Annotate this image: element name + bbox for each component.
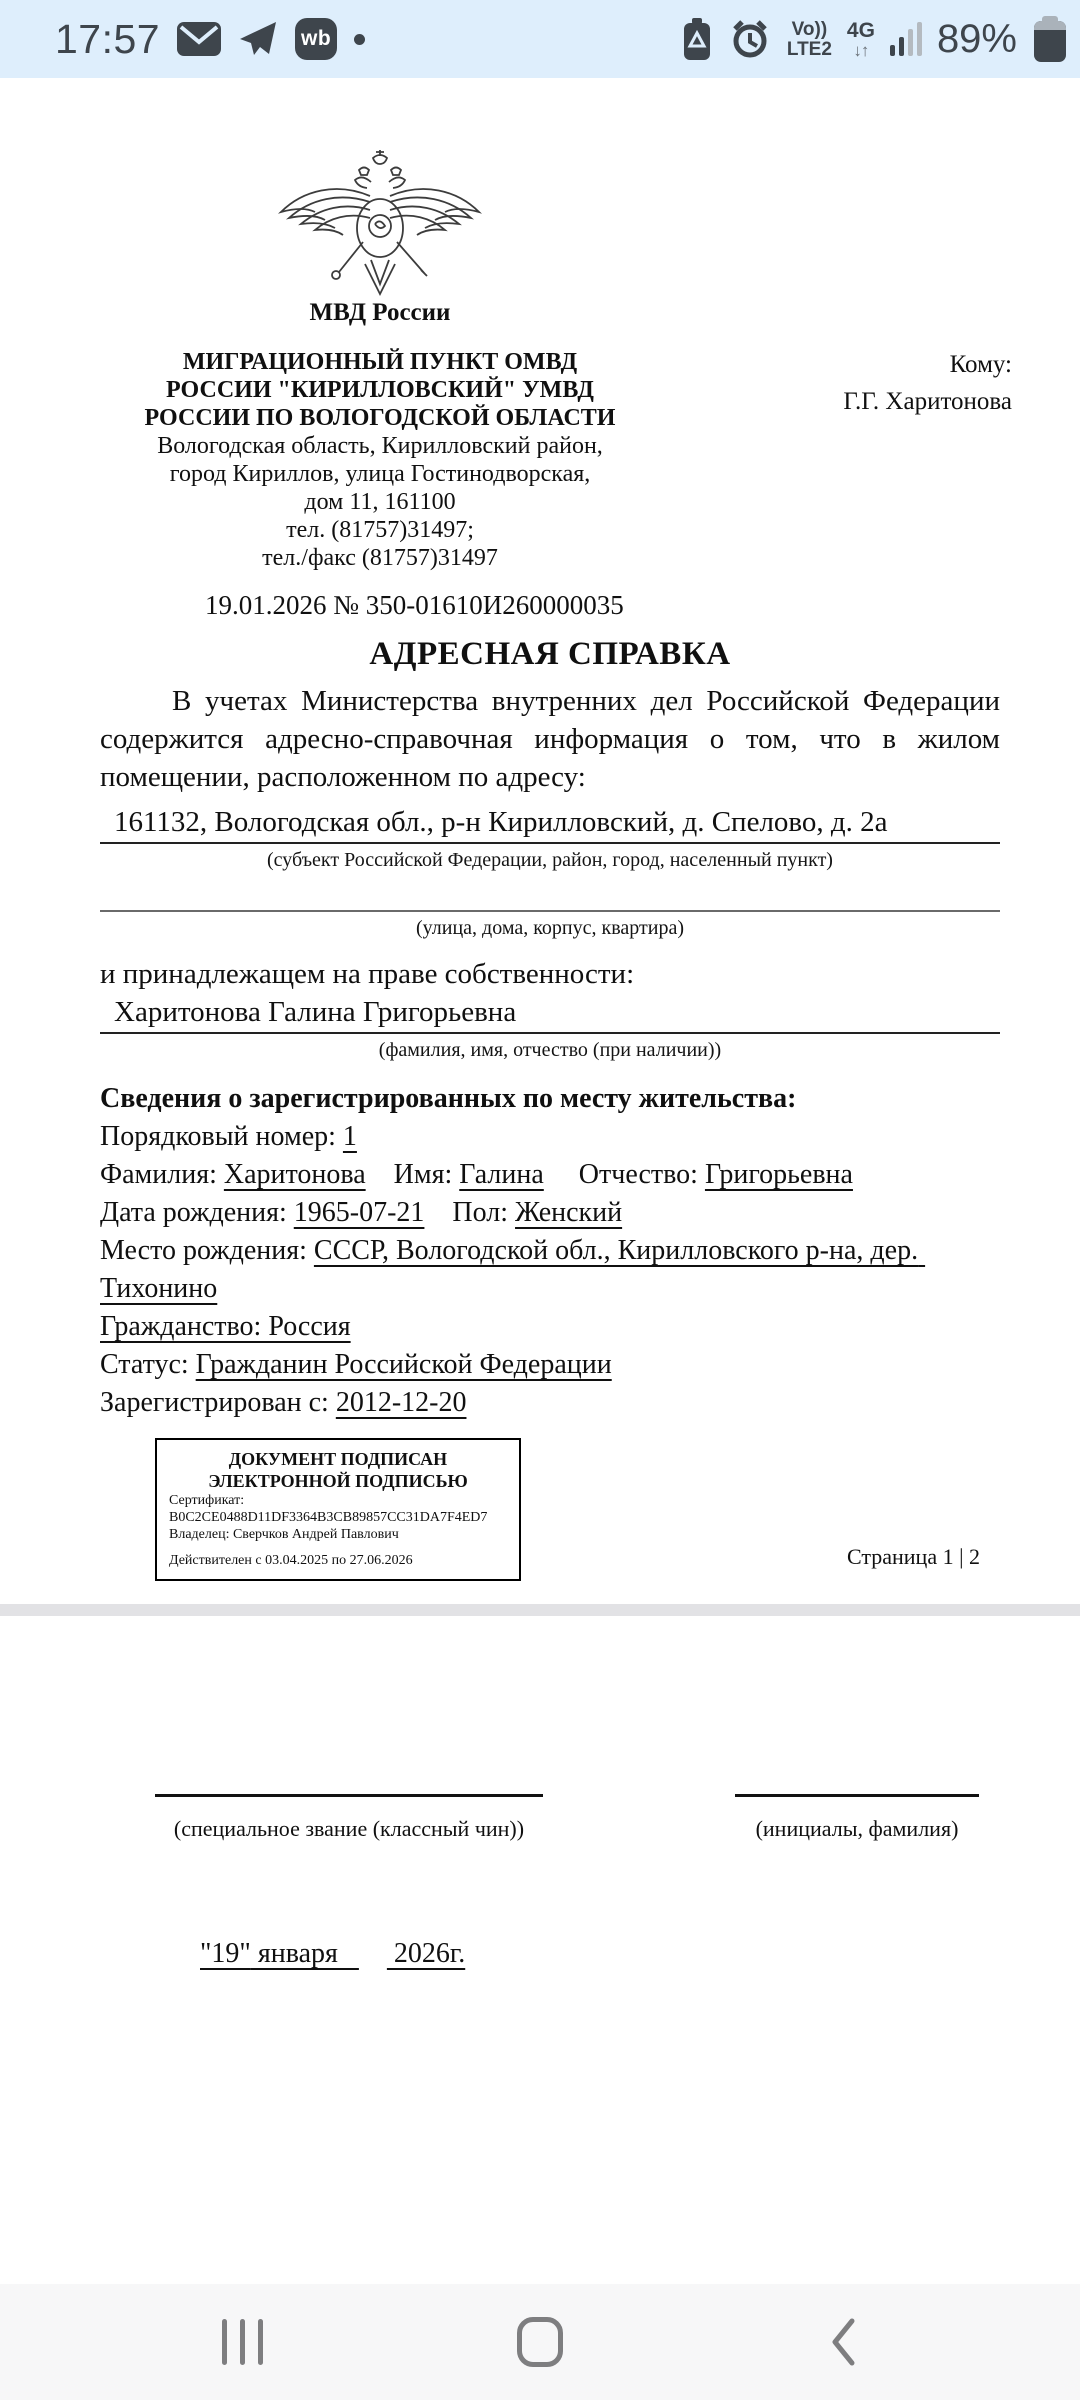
address-caption: (субъект Российской Федерации, район, город, населенный пункт) — [267, 849, 833, 871]
org-name: МИГРАЦИОННЫЙ ПУНКТ ОМВД РОССИИ "КИРИЛЛОВСКИЙ" УМВД РОССИИ ПО ВОЛОГОДСКОЙ ОБЛАСТИ — [144, 349, 616, 431]
status-bar — [0, 0, 1080, 78]
fio-line: Фамилия: Харитонова Имя: Галина Отчество: Григорьевна — [100, 1159, 853, 1190]
ordinal-line: Порядковый номер: 1 — [100, 1121, 357, 1152]
document-page-1[interactable] — [0, 78, 1080, 1604]
telegram-icon — [238, 20, 278, 58]
issue-day: "19" — [200, 1938, 251, 1969]
patronymic-value: Григорьевна — [704, 1159, 853, 1190]
emblem-caption: МВД России — [309, 299, 451, 326]
name-signature-line — [735, 1794, 979, 1797]
street-blank-line — [100, 880, 1000, 912]
email-icon — [177, 22, 221, 56]
battery-percent: 89% — [936, 16, 1017, 61]
birthdate-line: Дата рождения: 1965-07-21 Пол: Женский — [100, 1197, 623, 1228]
citizenship-line: Гражданство: Россия — [100, 1311, 351, 1342]
page-divider — [0, 1604, 1080, 1616]
esign-validity: Действителен с 03.04.2025 по 27.06.2026 — [169, 1553, 413, 1568]
data-arrows-icon: ↓↑ — [853, 40, 869, 60]
birthplace-line: Место рождения: СССР, Вологодской обл., Кирилловского р-на, дер. Тихонино — [100, 1235, 926, 1304]
registered-since-line: Зарегистрирован с: 2012-12-20 — [100, 1387, 467, 1418]
esign-title: ДОКУМЕНТ ПОДПИСАН ЭЛЕКТРОННОЙ ПОДПИСЬЮ — [208, 1449, 468, 1491]
owner-caption: (фамилия, имя, отчество (при наличии)) — [378, 1039, 722, 1061]
name-caption: (инициалы, фамилия) — [755, 1816, 959, 1841]
letterhead — [100, 144, 660, 572]
registered-since-value: 2012-12-20 — [335, 1387, 467, 1418]
esignature-box — [155, 1438, 521, 1581]
issue-year: 2026г. — [386, 1938, 466, 1969]
back-button[interactable] — [828, 2284, 858, 2400]
status-bar-left — [55, 16, 365, 63]
document-page-2[interactable] — [0, 1616, 1080, 2284]
notification-dot-icon — [354, 34, 365, 45]
rank-caption: (специальное звание (классный чин)) — [173, 1816, 525, 1841]
surname-value: Харитонова — [223, 1159, 366, 1190]
status-line: Статус: Гражданин Российской Федерации — [100, 1349, 612, 1380]
intro-paragraph: В учетах Министерства внутренних дел Российской Федерации содержится адресно-справочная информация о том, что в жилом помещении, расположенном по адресу: — [100, 685, 1000, 793]
issue-date-line — [158, 1906, 465, 2002]
ordinal-value: 1 — [342, 1121, 357, 1152]
mvd-emblem-icon — [275, 144, 485, 296]
battery-icon — [1034, 16, 1066, 62]
page-indicator: Страница 1 | 2 — [846, 1544, 980, 1569]
sex-value: Женский — [515, 1197, 623, 1228]
address-value-line: 161132, Вологодская обл., р-н Кирилловский, д. Спелово, д. 2а — [100, 804, 1000, 844]
birthplace-value: СССР, Вологодской обл., Кирилловского р-на, дер. Тихонино — [100, 1235, 926, 1304]
recents-button[interactable] — [222, 2284, 263, 2400]
registered-heading: Сведения о зарегистрированных по месту жительства: — [100, 1083, 797, 1114]
ownership-label: и принадлежащем на праве собственности: — [100, 958, 635, 990]
wb-icon: wb — [295, 18, 337, 60]
rank-signature-line — [155, 1794, 543, 1797]
name-value: Галина — [459, 1159, 544, 1190]
issue-month: января — [250, 1938, 359, 1969]
network-type-indicator: 4G ↓↑ — [846, 18, 875, 60]
birthdate-value: 1965-07-21 — [293, 1197, 425, 1228]
battery-saver-icon — [681, 17, 713, 61]
status-value: Гражданин Российской Федерации — [195, 1349, 612, 1380]
home-button[interactable] — [517, 2284, 563, 2400]
esign-owner: Владелец: Сверчков Андрей Павлович — [169, 1527, 399, 1542]
addressee-name: Г.Г. Харитонова — [843, 388, 1012, 415]
signal-strength-icon — [890, 22, 922, 56]
esign-cert-label: Сертификат: — [169, 1493, 245, 1508]
addressee-label: Кому: — [949, 351, 1012, 378]
doc-number-line: 19.01.2026 № 350-01610И260000035 — [205, 590, 624, 620]
street-caption: (улица, дома, корпус, квартира) — [415, 917, 684, 939]
volte-indicator: Vo)) LTE2 — [786, 18, 832, 60]
alarm-icon — [728, 17, 772, 61]
navigation-bar — [0, 2284, 1080, 2400]
esign-cert-value: B0C2CE0488D11DF3364B3CB89857CC31DA7F4ED7 — [169, 1510, 488, 1525]
doc-title: АДРЕСНАЯ СПРАВКА — [369, 636, 731, 672]
org-address: Вологодская область, Кирилловский район, город Кириллов, улица Гостинодворская, дом 11, 161100 тел. (81757)31497; тел./факс (81757)31497 — [157, 433, 603, 571]
owner-name-line: Харитонова Галина Григорьевна — [100, 994, 1000, 1034]
addressee-block — [843, 346, 1012, 420]
status-bar-right — [681, 16, 1066, 62]
clock: 17:57 — [55, 15, 161, 62]
